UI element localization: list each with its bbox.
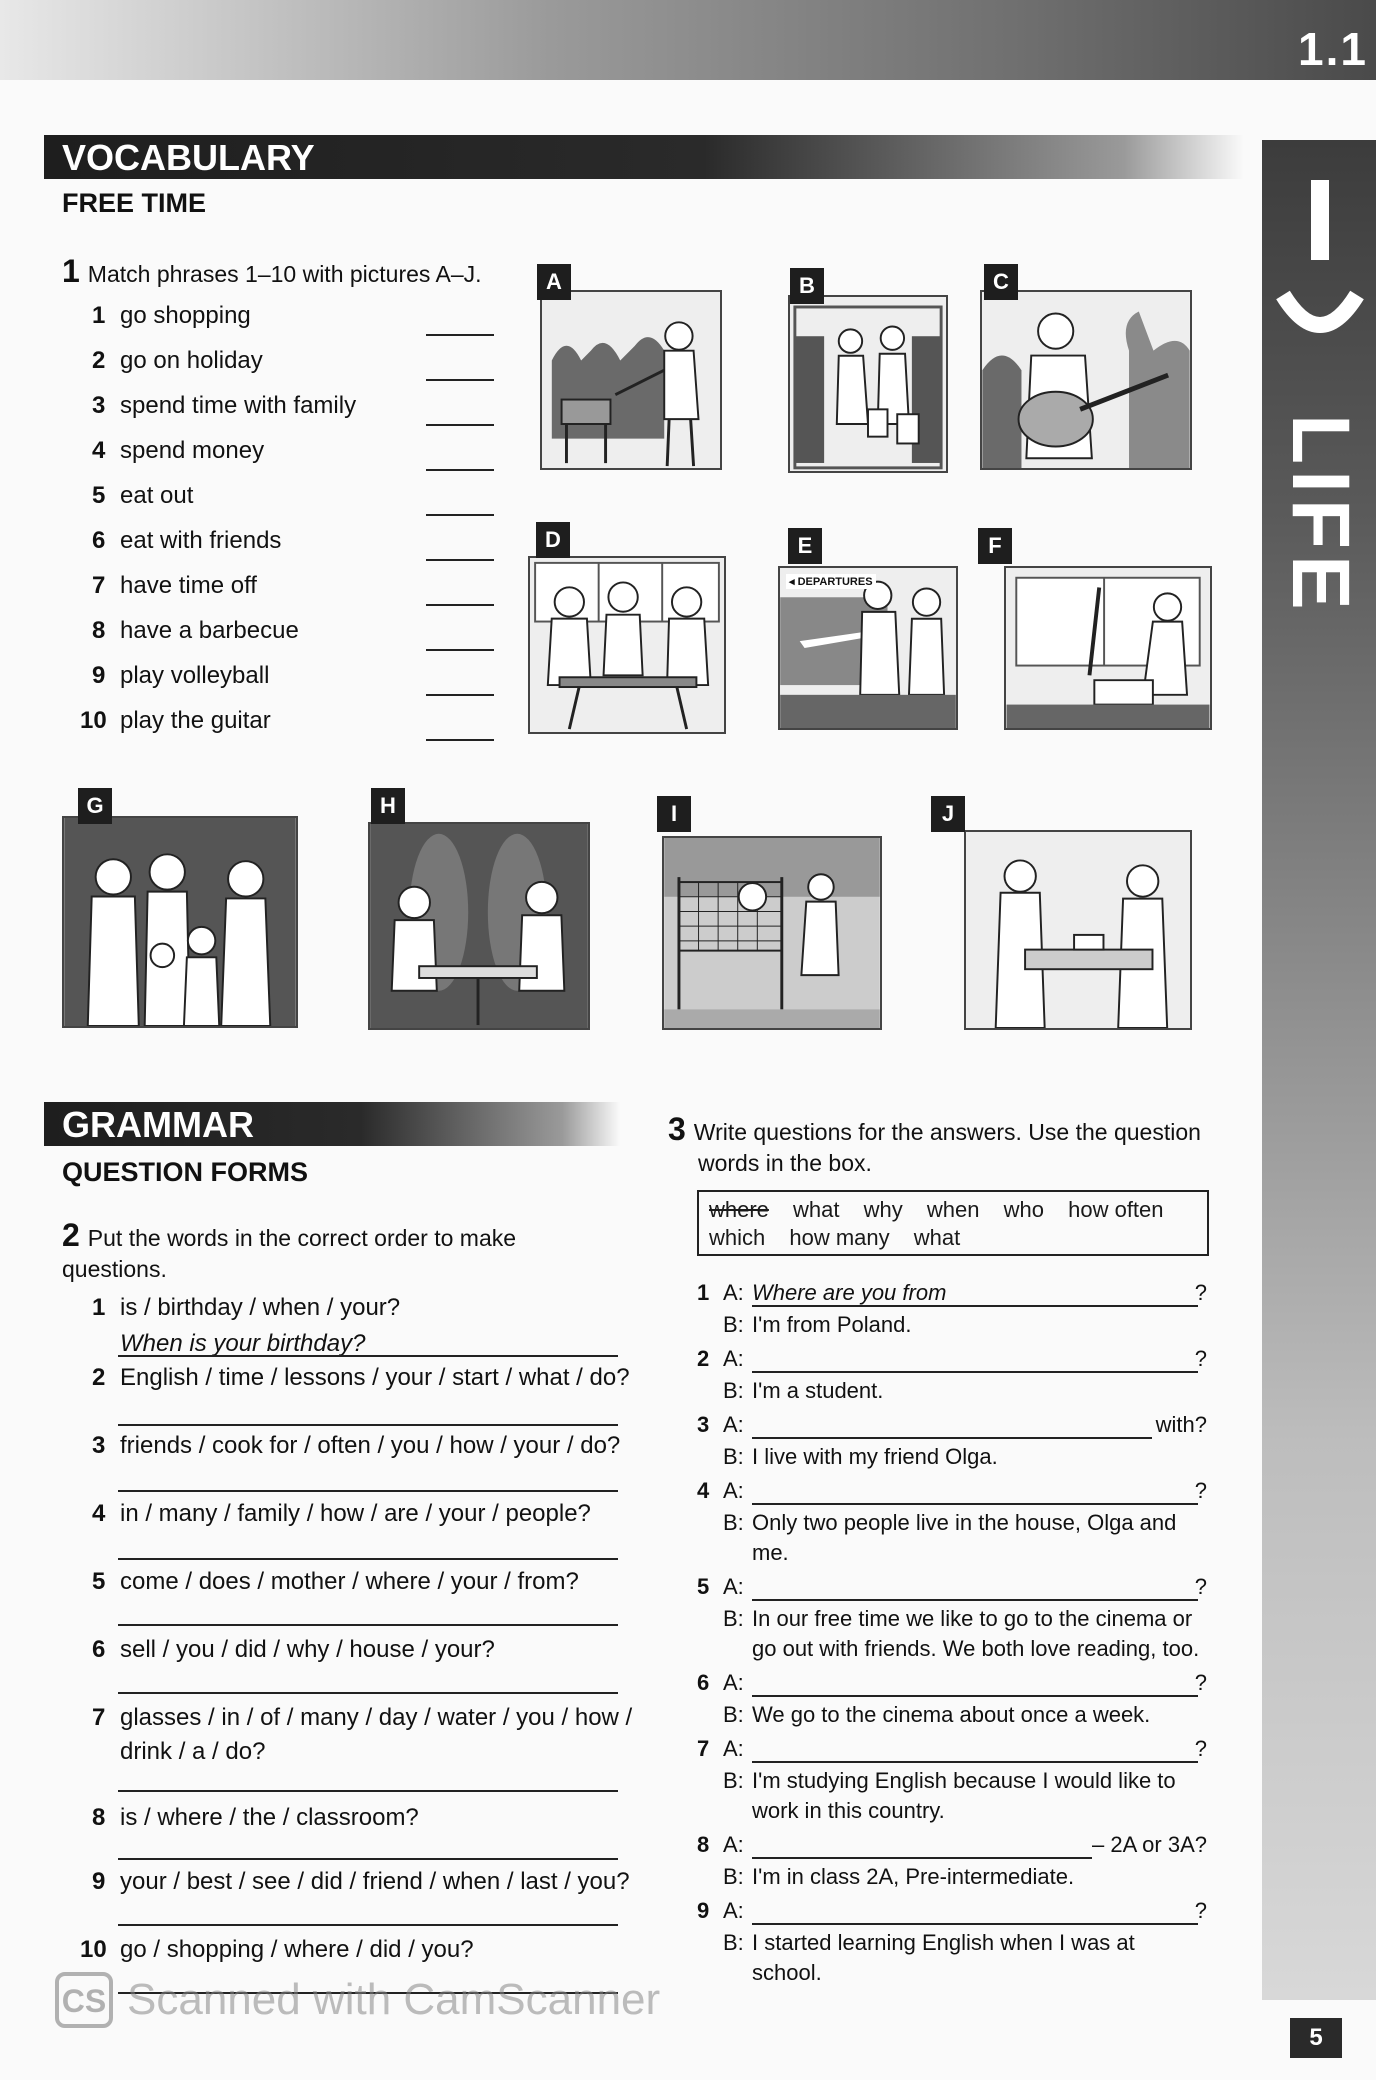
list-item: 7 have time off [92,572,257,599]
free-time-subtitle: FREE TIME [62,188,207,218]
unit-code: 1.1 [1298,23,1368,75]
picture-label-i: I [657,796,691,832]
list-item: 9 your / best / see / did / friend / when / last / you? [92,1868,630,1895]
list-item: 9 play volleyball [92,662,270,689]
list-item: 3 spend time with family [92,392,357,419]
answer-line[interactable] [752,1305,1198,1307]
list-item: 2 go on holiday [92,347,263,374]
restaurant-illustration [370,824,588,1028]
answer-line[interactable] [118,1558,618,1560]
picture-label-d: D [536,522,570,558]
example-answer: When is your birthday? [120,1330,366,1357]
exercise1-instruction [62,253,482,290]
family-illustration [64,818,296,1026]
picture-g-family [62,816,298,1028]
picture-b-shopping [788,295,948,473]
exercise3-number: 3 [668,1111,686,1147]
picture-label-h: H [371,788,405,824]
answer-blank[interactable] [426,334,494,336]
qa-item: 8 A: – 2A or 3A? B: I'm in class 2A, Pre-intermediate. [697,1832,1207,1889]
answer-line[interactable] [752,1371,1198,1373]
picture-label-e: E [788,528,822,564]
list-item: 6 sell / you / did / why / house / your? [92,1636,495,1663]
list-item: 8 is / where / the / classroom? [92,1804,419,1831]
list-item: 10 go / shopping / where / did / you? [80,1936,474,1963]
picture-a-barbecue [540,290,722,470]
qa-item: 1 A: Where are you from ? B: I'm from Poland. [697,1280,1207,1337]
answer-line[interactable] [118,1790,618,1792]
picture-j-spend-money [964,830,1192,1030]
departures-sign: ◂ DEPARTURES [786,574,876,589]
exercise3-text-line1: Write questions for the answers. Use the question [693,1119,1201,1145]
word-what: what [793,1197,840,1222]
question-forms-subtitle: QUESTION FORMS [62,1157,309,1187]
answer-line[interactable] [752,1599,1198,1601]
exercise2-number: 2 [62,1217,80,1253]
qa-item: 7 A: ? B: I'm studying English because I would like to work in this country. [697,1736,1207,1823]
picture-label-f: F [978,528,1012,564]
exercise2-instruction [62,1217,582,1285]
list-item-continuation: drink / a / do? [120,1738,266,1765]
answer-line[interactable] [118,1924,618,1926]
grammar-section-bar [44,1102,620,1146]
volleyball-illustration [664,838,880,1028]
answer-blank[interactable] [426,379,494,381]
picture-e-holiday [778,566,958,730]
guitar-illustration [982,292,1190,468]
answer-line[interactable] [118,1624,618,1626]
list-item: 2 English / time / lessons / your / start / what / do? [92,1364,630,1391]
picture-label-j: J [931,796,965,832]
answer-line[interactable] [118,1424,618,1426]
answer-line[interactable] [118,1490,618,1492]
answer-blank[interactable] [426,559,494,561]
page-number: 5 [1290,2018,1342,2058]
list-item: 8 have a barbecue [92,617,299,644]
word-what-2: what [913,1225,961,1250]
qa-item: 3 A: with? B: I live with my friend Olga. [697,1412,1207,1469]
word-how-many: how many [789,1225,890,1250]
picture-label-g: G [78,788,112,824]
answer-blank[interactable] [426,514,494,516]
vocabulary-title: VOCABULARY [62,137,315,178]
answer-line[interactable] [118,1858,618,1860]
camscanner-watermark [55,1970,660,2030]
qa-item: 2 A: ? B: I'm a student. [697,1346,1207,1403]
word-when: when [926,1197,980,1222]
list-item: 1 go shopping [92,302,251,329]
top-banner [0,0,1376,80]
shop-counter-illustration [966,832,1190,1028]
word-which: which [709,1225,766,1250]
answer-blank[interactable] [426,739,494,741]
answer-line[interactable] [752,1503,1198,1505]
watermark-text: Scanned with CamScanner [127,1975,661,2024]
list-item: 7 glasses / in / of / many / day / water / you / how / [92,1704,633,1731]
airport-illustration [780,568,956,728]
answer-blank[interactable] [426,604,494,606]
smiley-logo-icon [1275,180,1365,380]
answer-line[interactable] [118,1355,618,1357]
answer-line[interactable] [752,1857,1092,1859]
relaxing-illustration [1006,568,1210,728]
qa-item: 9 A: ? B: I started learning English when I was at school. [697,1898,1207,1985]
picture-c-guitar [980,290,1192,470]
answer-line[interactable] [752,1923,1198,1925]
answer-line[interactable] [752,1761,1198,1763]
grammar-title: GRAMMAR [62,1104,254,1145]
answer-line[interactable] [752,1437,1152,1439]
picture-label-c: C [984,264,1018,300]
answer-blank[interactable] [426,469,494,471]
picture-label-b: B [790,268,824,304]
picture-i-volleyball [662,836,882,1030]
list-item: 3 friends / cook for / often / you / how / your / do? [92,1432,621,1459]
friends-eating-illustration [530,558,724,732]
qa-item: 4 A: ? B: Only two people live in the house, Olga and me. [697,1478,1207,1565]
answer-blank[interactable] [426,424,494,426]
qa-item: 5 A: ? B: In our free time we like to go to the cinema or go out with friends. We both love reading, too. [697,1574,1207,1661]
list-item: 6 eat with friends [92,527,282,554]
exercise1-number: 1 [62,253,80,289]
word-why: why [863,1197,903,1222]
list-item: 4 spend money [92,437,265,464]
picture-f-time-off [1004,566,1212,730]
exercise3-text-line2: words in the box. [698,1150,872,1176]
word-how-often: how often [1068,1197,1164,1222]
list-item: 5 come / does / mother / where / your / from? [92,1568,579,1595]
list-item: 4 in / many / family / how / are / your / people? [92,1500,591,1527]
camscanner-logo-icon: CS [55,1972,113,2028]
picture-h-eat-out [368,822,590,1030]
answer-line[interactable] [752,1695,1198,1697]
exercise2-text: Put the words in the correct order to make questions. [62,1225,517,1282]
list-item: 1 is / birthday / when / your? [92,1294,401,1321]
barbecue-illustration [542,292,720,468]
answer-blank[interactable] [426,694,494,696]
side-tab-title: LIFE [1275,414,1366,616]
list-item: 5 eat out [92,482,194,509]
vocabulary-section-bar [44,135,1244,179]
answer-blank[interactable] [426,649,494,651]
example-answer: Where are you from [752,1280,947,1305]
exercise1-text: Match phrases 1–10 with pictures A–J. [87,261,482,287]
list-item: 10 play the guitar [80,707,271,734]
picture-d-eat-with-friends [528,556,726,734]
answer-line[interactable] [118,1692,618,1694]
word-who: who [1003,1197,1044,1222]
word-where: where [709,1197,769,1222]
qa-item: 6 A: ? B: We go to the cinema about once a week. [697,1670,1207,1727]
question-words-box [697,1190,1209,1256]
picture-label-a: A [537,264,571,300]
exercise3-instruction [668,1111,1228,1179]
shopping-illustration [790,297,946,471]
